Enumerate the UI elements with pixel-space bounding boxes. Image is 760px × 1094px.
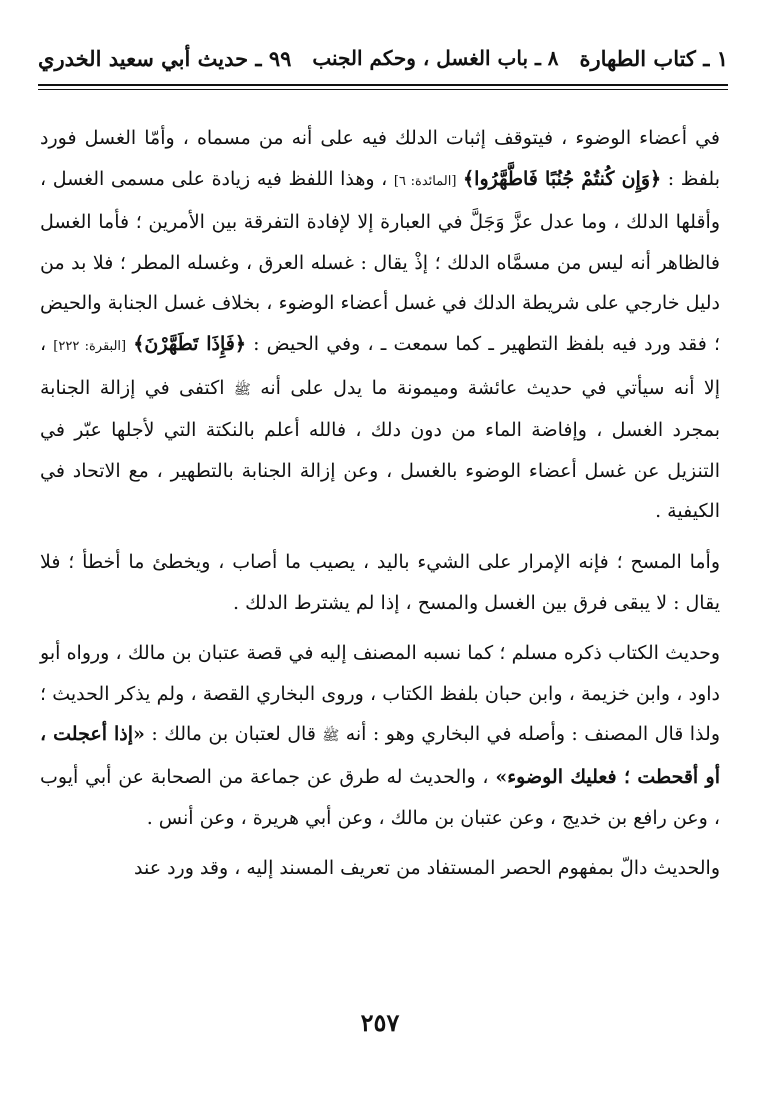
paragraph-3-text-c: ، والحديث له طرق عن جماعة من الصحابة عن أبي أيوب ، وعن رافع بن خديج ، وعن عتبان بن مالك ، وعن أبي هريرة ، وعن أنس . [40, 765, 720, 829]
body-text [40, 118, 720, 889]
paragraph-4: والحديث دالّ بمفهوم الحصر المستفاد من تعريف المسند إليه ، وقد ورد عند [133, 857, 720, 880]
header-rule-thick [38, 84, 728, 86]
salawat-glyph: ﷺ [233, 381, 251, 398]
verse-ref-2: [البقرة: ٢٢٢] [53, 338, 127, 354]
paragraph-2: وأما المسح ؛ فإنه الإمرار على الشيء باليد ، يصيب ما أصاب ، ويخطئ ما أخطأ ؛ فلا يقال : لا يبقى فرق بين الغسل والمسح ، إذا لم يشترط الدلك . [40, 550, 720, 614]
paragraph-1-text-d: اكتفى في إزالة الجنابة بمجرد الغسل ، وإفاضة الماء من دون دلك ، فالله أعلم بالنكتة التي لأجلها عبّر في التنزيل عن غسل أعضاء الوضوء بالغسل ، وعن إزالة الجنابة بالتطهير ، مع الاتحاد في الكيفية . [40, 376, 720, 523]
hadith-quote: «إذا أعجلت ، أو أقحطت ؛ فعليك الوضوء» [40, 723, 720, 788]
salawat-glyph: ﷺ [322, 728, 340, 745]
paragraph-1 [40, 118, 720, 532]
verse-ref-1: [المائدة: ٦] [393, 173, 457, 189]
paragraph-1-text-b: ، وهذا اللفظ فيه زيادة على مسمى الغسل ، وأقلها الدلك ، وما عدل عزَّ وَجَلَّ في العبارة إلا لإفادة التفرقة بين الأمرين ؛ فأما الغسل فالظاهر أنه ليس من مسمَّاه الدلك ؛ إذْ يقال : غسله العرق ، وغسله المطر ؛ فلا بد من دليل خارجي على شريطة الدلك في غسل أعضاء الوضوء ، بخلاف غسل الجنابة والحيض ؛ فقد ورد فيه بلفظ التطهير ـ كما سمعت ـ ، وفي الحيض : [40, 167, 721, 355]
paragraph-1-text-a: في أعضاء الوضوء ، فيتوقف إثبات الدلك فيه على أنه من مسماه ، وأمّا الغسل فورد بلفظ : [40, 127, 720, 190]
quran-verse-1: ﴿وَإِن كُنتُمْ جُنُبًا فَاطَّهَّرُوا﴾ [463, 167, 662, 190]
paragraph-3 [40, 633, 720, 838]
paragraph-3-text-b: قال لعتبان بن مالك : [144, 723, 323, 746]
paragraph-1-text-c: ، إلا أنه سيأتي في حديث عائشة وميمونة ما يدل على أنه [40, 332, 720, 399]
header-rule-thin [38, 89, 728, 90]
running-header [38, 38, 728, 78]
header-chapter: ١ ـ كتاب الطهارة [579, 45, 728, 71]
header-hadith: ٩٩ ـ حديث أبي سعيد الخدري [38, 45, 292, 71]
quran-verse-2: ﴿فَإِذَا تَطَهَّرْنَ﴾ [133, 332, 246, 355]
page-number: ٢٥٧ [360, 1008, 400, 1037]
header-section: ٨ ـ باب الغسل ، وحكم الجنب [312, 46, 559, 70]
paragraph-3-text-a: وحديث الكتاب ذكره مسلم ؛ كما نسبه المصنف إليه في قصة عتبان بن مالك ، ورواه أبو داود ، وابن خزيمة ، وابن حبان بلفظ الكتاب ، وروى البخاري القصة ، ولم يذكر الحديث ؛ ولذا قال المصنف : وأصله في البخاري وهو : أنه [40, 642, 720, 746]
